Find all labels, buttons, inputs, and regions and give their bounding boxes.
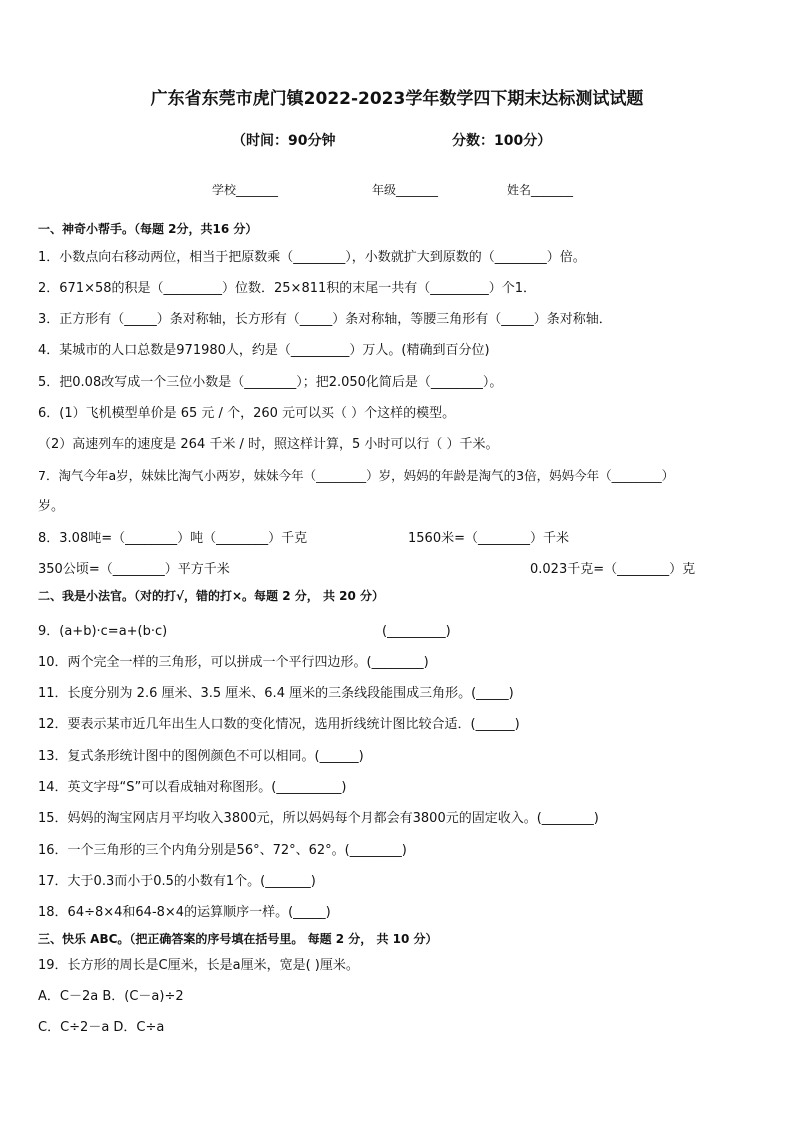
question-8-part-2: 1560米=（________）千米 (408, 531, 569, 546)
section-3-heading: 三、快乐 ABC。（把正确答案的序号填在括号里。 每题 2 分， 共 10 分） (38, 932, 438, 946)
question-17: 17．大于0.3而小于0.5的小数有1个。(_______) (38, 874, 316, 889)
section-2-heading: 二、我是小法官。（对的打√，错的打×。每题 2 分， 共 20 分） (38, 589, 384, 603)
question-10: 10．两个完全一样的三角形，可以拼成一个平行四边形。(________) (38, 655, 429, 670)
question-14: 14．英文字母“S”可以看成轴对称图形。(__________) (38, 780, 347, 795)
question-6-part-2: （2）高速列车的速度是 264 千米 / 时，照这样计算，5 小时可以行（ ）千米。 (38, 437, 499, 452)
question-16: 16．一个三角形的三个内角分别是56°、72°、62°。(________) (38, 843, 407, 858)
question-5: 5．把0.08改写成一个三位小数是（________）；把2.050化简后是（________）。 (38, 375, 503, 390)
exam-time: （时间：90分钟 (232, 133, 336, 149)
question-19-options-ab: A．C－2a B．(C－a)÷2 (38, 989, 184, 1004)
question-19-options-cd: C．C÷2－a D．C÷a (38, 1020, 165, 1035)
question-11: 11．长度分别为 2.6 厘米、3.5 厘米、6.4 厘米的三条线段能围成三角形。(_____) (38, 686, 514, 701)
question-12: 12．要表示某市近几年出生人口数的变化情况，选用折线统计图比较合适．(______) (38, 717, 520, 732)
question-8-part-4: 0.023千克=（________）克 (530, 562, 696, 577)
question-18: 18．64÷8×4和64-8×4的运算顺序一样。(_____) (38, 905, 331, 920)
question-8-part-3: 350公顷=（________）平方千米 (38, 562, 230, 577)
name-field: 姓名_______ (507, 183, 574, 197)
question-3: 3．正方形有（_____）条对称轴，长方形有（_____）条对称轴，等腰三角形有（_____）条对称轴． (38, 312, 612, 327)
question-13: 13．复式条形统计图中的图例颜色不可以相同。(______) (38, 749, 364, 764)
section-1-heading: 一、神奇小帮手。（每题 2分，共16 分） (38, 222, 258, 236)
question-19: 19．长方形的周长是C厘米，长是a厘米，宽是( )厘米。 (38, 958, 359, 973)
question-7-continued: 岁。 (38, 499, 65, 514)
question-8-part-1: 8．3.08吨=（________）吨（________）千克 (38, 531, 308, 546)
school-field: 学校_______ (212, 183, 279, 197)
question-1: 1．小数点向右移动两位，相当于把原数乘（________），小数就扩大到原数的（________）倍。 (38, 250, 586, 265)
exam-score: 分数：100分） (452, 133, 552, 149)
question-6-part-1: 6．(1）飞机模型单价是 65 元 / 个，260 元可以买（ ）个这样的模型。 (38, 406, 456, 421)
page-title: 广东省东莞市虎门镇2022-2023学年数学四下期末达标测试试题 (150, 89, 644, 109)
question-9-blank: (_________) (382, 624, 451, 639)
question-7: 7．淘气今年a岁，妹妹比淘气小两岁，妹妹今年（________）岁，妈妈的年龄是淘气的3倍，妈妈今年（________） (38, 468, 675, 483)
question-15: 15．妈妈的淘宝网店月平均收入3800元，所以妈妈每个月都会有3800元的固定收入。(________) (38, 811, 599, 826)
question-2: 2．671×58的积是（_________）位数．25×811积的末尾一共有（_________）个1． (38, 281, 537, 296)
question-9: 9．(a+b)·c=a+(b·c) (38, 624, 168, 639)
grade-field: 年级_______ (372, 183, 439, 197)
question-4: 4．某城市的人口总数是971980人，约是（_________）万人。(精确到百分位) (38, 343, 490, 358)
